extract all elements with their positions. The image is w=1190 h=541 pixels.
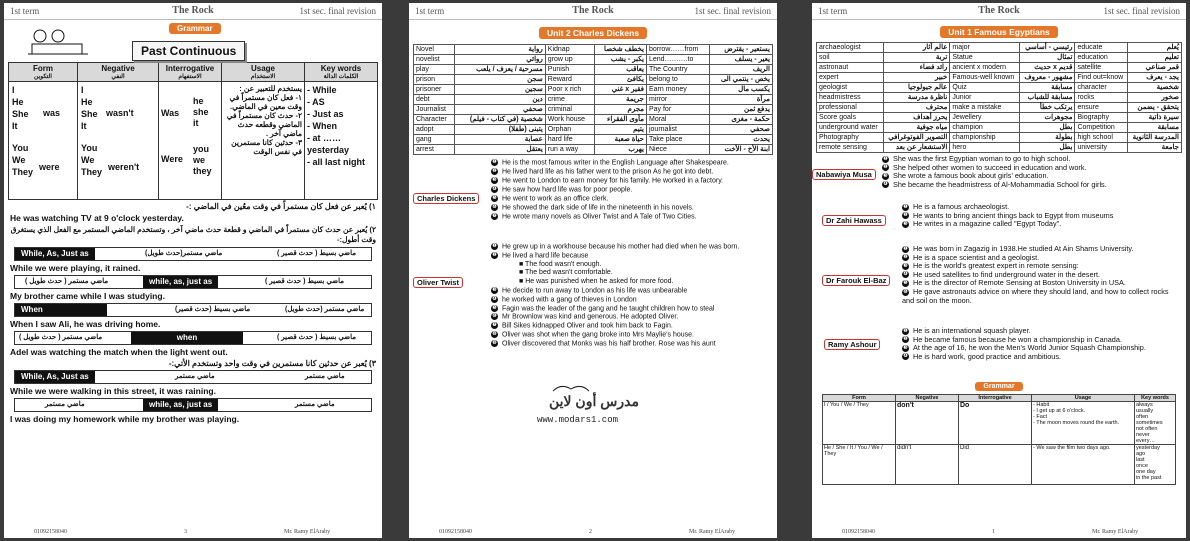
col-negative: Negative [101, 64, 135, 73]
vocab-word: astronaut [817, 63, 884, 73]
vocab-word: borrow……from [646, 45, 709, 55]
pattern-3: When ماضي بسيط (حدث قصير) ماضي مستمر (حدث طويل) [14, 303, 372, 317]
bullet-number-icon: ❸ [883, 172, 888, 179]
example-4: When I saw Ali, he was driving home. [10, 319, 161, 329]
vocab-translation: يعاقب [594, 65, 646, 75]
fact-item [491, 195, 773, 204]
vocab-translation: يتيم [594, 125, 646, 135]
vocab-word: geologist [817, 83, 884, 93]
vocab-word: grow up [545, 55, 594, 65]
page-header: 1st term The Rock 1st sec. final revision [812, 3, 1186, 20]
fact-text: He is hard work, good practice and ambitious. [913, 351, 1062, 361]
example-1: He was watching TV at 9 o'clock yesterday. [10, 213, 184, 223]
vocab-word: hard life [545, 135, 594, 145]
vocab-translation: يحدث [710, 135, 773, 145]
vocab-translation: مجرم [594, 105, 646, 115]
vocab-word: Reward [545, 75, 594, 85]
vocab-translation: مأوى الفقراء [594, 115, 646, 125]
vocab-word: education [1075, 53, 1128, 63]
bullet-number-icon: ❷ [903, 212, 908, 219]
vocab-translation: رئيسي - أساسي [1020, 43, 1075, 53]
vocab-translation: دين [455, 95, 545, 105]
unit-badge: Unit 1 Famous Egyptians [940, 26, 1058, 38]
bullet-number-icon: ❷ [903, 336, 908, 343]
fact-item [491, 159, 773, 168]
bullet-number-icon: ❶ [492, 159, 497, 165]
bullet-number-icon: ❸ [903, 220, 908, 227]
fact-text: He used satellites to find underground water in the desert. [913, 269, 1100, 279]
col-keywords: Key words [320, 64, 362, 73]
vocab-translation: تعليم [1128, 53, 1182, 63]
vocab-word: The Country [646, 65, 709, 75]
vocab-word: champion [950, 123, 1020, 133]
vocab-word: Poor x rich [545, 85, 594, 95]
bullet-number-icon: ❹ [883, 181, 888, 188]
vocab-word: adopt [414, 125, 455, 135]
vocab-row [817, 93, 1182, 103]
vocab-word: Score goals [817, 113, 884, 123]
vocab-word: make a mistake [950, 103, 1020, 113]
elbaz-facts [902, 245, 1182, 305]
fact-text: At the age of 16, he won the Men's World Junior Squash Championship. [913, 343, 1146, 353]
fact-text: He became famous because he won a championship in Canada. [913, 334, 1122, 344]
bullet-number-icon: ❹ [903, 353, 908, 360]
farouk-el-baz-label: Dr Farouk El-Baz [822, 275, 890, 286]
vocab-word: criminal [545, 105, 594, 115]
vocab-translation: يتبنى (طفلا) [455, 125, 545, 135]
vocab-translation: يعتقل [455, 145, 545, 155]
header-term: 1st term [10, 6, 40, 16]
fact-text: She was the first Egyptian woman to go to high school. [893, 154, 1071, 163]
fact-text: He went to work as an office clerk. [502, 195, 609, 203]
vocab-row [817, 43, 1182, 53]
vocab-word: Photography [817, 133, 884, 143]
vocab-translation: بطولة [1020, 133, 1075, 143]
fact-text: He is an international squash player. [913, 326, 1031, 335]
vocab-translation: تمثال [1020, 53, 1075, 63]
vocab-word: educate [1075, 43, 1128, 53]
page-footer: 01092158040 3 Mr. Ramy ElAraby [34, 529, 331, 535]
vocab-row [414, 65, 773, 75]
vocab-row [414, 135, 773, 145]
vocab-row [817, 133, 1182, 143]
zahi-hawass-label: Dr Zahi Hawass [822, 215, 886, 226]
unit-badge: Unit 2 Charles Dickens [539, 27, 647, 39]
bullet-number-icon: ❸ [492, 176, 497, 183]
fact-text: She wrote a famous book about girls' education. [893, 171, 1049, 181]
vocab-word: ancient x modern [950, 63, 1020, 73]
fact-text: He writes in a magazine called "Egypt Today". [913, 219, 1062, 229]
vocab-translation: يستعير - يقترض [710, 45, 773, 55]
bullet-number-icon: ❶ [903, 203, 908, 210]
vocab-word: Find out=know [1075, 73, 1128, 83]
interrogative-cell: Was he she it Were you we they [159, 82, 222, 200]
fact-text: He gave astronauts advice on where they should land, and how to collect rocks and soil on the moon. [902, 286, 1169, 305]
vocab-word: Lend……….to [646, 55, 709, 65]
pattern-1: While, As, Just as ماضي مستمر(حدث طويل) ماضي بسيط ( حدث قصير ) [14, 247, 372, 261]
people-section [812, 155, 1186, 375]
vocab-word: high school [1075, 133, 1128, 143]
vocab-translation: قديم x حديث [1020, 63, 1075, 73]
vocab-word: Punish [545, 65, 594, 75]
vocab-word: Journalist [414, 105, 455, 115]
grammar-badge: Grammar [975, 382, 1022, 391]
vocab-translation: يعير - يسلف [710, 55, 773, 65]
vocab-translation: شخصية (في كتاب - فيلم) [455, 115, 545, 125]
vocab-word: Moral [646, 115, 709, 125]
example-7: I was doing my homework while my brother was playing. [10, 414, 240, 424]
form-cell: I He She It You We They was were [9, 82, 78, 200]
fact-item [902, 288, 1182, 305]
vocab-translation: صخور [1128, 93, 1182, 103]
header-title: The Rock [172, 5, 214, 16]
vocab-word: rocks [1075, 93, 1128, 103]
fact-item [491, 204, 773, 213]
vocab-word: Niece [646, 145, 709, 155]
vocab-translation: يتحقق - يضمن [1128, 103, 1182, 113]
bullet-number-icon: ❺ [492, 194, 497, 201]
vocab-row [817, 113, 1182, 123]
bullet-number-icon: ❶ [903, 245, 908, 252]
fact-text: He is the world's greatest expert in remote sensing: [913, 261, 1079, 271]
fact-text: He was born in Zagazig in 1938.He studied At Ain Shams University. [913, 244, 1134, 253]
fact-text: He is the director of Remote Sensing at Boston University in USA. [913, 278, 1126, 288]
pattern-5: While, As, Just as ماضي مستمر ماضي مستمر [14, 370, 372, 384]
vocab-translation: محترف [883, 103, 950, 113]
bullet-number-icon: ❼ [492, 212, 497, 219]
example-5: Adel was watching the match when the light went out. [10, 347, 228, 357]
vocab-word: remote sensing [817, 143, 884, 153]
vocab-word: belong to [646, 75, 709, 85]
vocab-word: Earn money [646, 85, 709, 95]
vocab-row [414, 45, 773, 55]
vocab-translation: عصابة [455, 135, 545, 145]
fact-item [882, 181, 1182, 190]
vocab-translation: حياة صعبة [594, 135, 646, 145]
vocab-translation: تربة [883, 53, 950, 63]
col-interrogative: Interrogative [165, 64, 215, 73]
col-usage: Usage [250, 64, 275, 73]
vocab-word: Novel [414, 45, 455, 55]
vocab-word: prisoner [414, 85, 455, 95]
vocab-translation: مرآة [710, 95, 773, 105]
vocab-word: Character [414, 115, 455, 125]
bullet-number-icon: ❷ [903, 254, 908, 261]
vocab-word: championship [950, 133, 1020, 143]
vocab-translation: رائد فضاء [883, 63, 950, 73]
bullet-number-icon: ❹ [903, 271, 908, 278]
vocab-word: underground water [817, 123, 884, 133]
vocab-word: soil [817, 53, 884, 63]
vocab-translation: مشهور - معروف [1020, 73, 1075, 83]
vocab-row [817, 53, 1182, 63]
vocab-word: university [1075, 143, 1128, 153]
fact-item [491, 177, 773, 186]
vocab-row [817, 63, 1182, 73]
grammar-badge: Grammar [169, 23, 221, 34]
vocab-row [817, 83, 1182, 93]
col-form: Form [33, 64, 53, 73]
fact-item [491, 168, 773, 177]
vocab-word: Quiz [950, 83, 1020, 93]
vocab-translation: صحفي [455, 105, 545, 115]
example-3: My brother came while I was studying. [10, 291, 165, 301]
vocab-row [817, 143, 1182, 153]
vocab-translation: عالم جيولوجيا [883, 83, 950, 93]
vocab-word: novelist [414, 55, 455, 65]
vocab-word: hero [950, 143, 1020, 153]
bullet-number-icon: ❷ [492, 167, 497, 174]
vocab-row [414, 85, 773, 95]
vocab-word: professional [817, 103, 884, 113]
vocab-word: Statue [950, 53, 1020, 63]
vocab-word: expert [817, 73, 884, 83]
cartoon-students-illustration [28, 28, 88, 58]
vocab-word: Biography [1075, 113, 1128, 123]
vocab-word: Take place [646, 135, 709, 145]
rule-1: ١) يُعبر عن فعل كان مستمراً في وقت معُين في الماضي :- [186, 202, 376, 211]
fact-text: He is a famous archaeologist. [913, 202, 1010, 211]
vocab-row [414, 75, 773, 85]
bullet-number-icon: ❷ [883, 164, 888, 171]
vocab-translation: فقير x غني [594, 85, 646, 95]
page-header: 1st term The Rock 1st sec. final revision [409, 3, 777, 20]
page-footer: 01092158040 1 Mr. Ramy ElAraby [842, 529, 1139, 535]
site-url: www.modars1.com [537, 415, 619, 425]
negative-cell: I He She It You We They wasn't weren't [78, 82, 159, 200]
vocab-word: satellite [1075, 63, 1128, 73]
vocab-row [414, 125, 773, 135]
vocab-word: debt [414, 95, 455, 105]
vocab-row [817, 73, 1182, 83]
vocab-translation: يرتكب خطأ [1020, 103, 1075, 113]
pattern-2: ماضي مستمر ( حدث طويل ) while, as, just as ماضي بسيط ( حدث قصير ) [14, 275, 372, 289]
vocab-translation: بطل [1020, 123, 1075, 133]
example-2: While we were playing, it rained. [10, 263, 141, 273]
story-section [409, 159, 777, 489]
vocab-translation: ناظرة مدرسة [883, 93, 950, 103]
fact-text: He showed the dark side of life in the nineteenth in his novels. [502, 204, 694, 212]
vocab-translation: شخصية [1128, 83, 1182, 93]
vocab-translation: يدفع ثمن [710, 105, 773, 115]
vocab-translation: جريمة [594, 95, 646, 105]
vocab-row [817, 103, 1182, 113]
vocab-translation: الريف [710, 65, 773, 75]
ramy-ashour-label: Ramy Ashour [824, 339, 880, 350]
vocab-translation: المدرسة الثانوية [1128, 133, 1182, 143]
vocab-translation: الاستشعار عن بعد [883, 143, 950, 153]
nabawiya-facts [882, 155, 1182, 189]
vocab-translation: التصوير الفوتوغرافي [883, 133, 950, 143]
vocab-translation: مسرحية / يعزف / يلعب [455, 65, 545, 75]
vocab-row [414, 145, 773, 155]
vocab-translation: يكبر - يشب [594, 55, 646, 65]
header-revision: 1st sec. final revision [299, 6, 376, 16]
vocab-word: prison [414, 75, 455, 85]
vocab-translation: يحرز أهداف [883, 113, 950, 123]
bullet-number-icon: ❶ [883, 155, 888, 162]
hawass-facts [902, 203, 1182, 229]
vocab-translation: جامعة [1128, 143, 1182, 153]
page-footer: 01092158040 2 Mr. Ramy ElAraby [439, 529, 736, 535]
vocab-translation: صحفي [710, 125, 773, 135]
fact-text: She helped other women to succeed in education and work. [893, 162, 1087, 172]
vocab-word: play [414, 65, 455, 75]
page-famous-egyptians [812, 3, 1186, 538]
vocab-word: ensure [1075, 103, 1128, 113]
fact-item [491, 186, 773, 195]
vocab-row [414, 55, 773, 65]
fact-text: He went to London to earn money for his family. He worked in a factory. [502, 177, 724, 185]
site-watermark: مدرس أون لاين [549, 393, 639, 409]
vocab-word: Jewellery [950, 113, 1020, 123]
vocab-translation: يُعلم [1128, 43, 1182, 53]
vocab-translation: يخص - ينتمي الى [710, 75, 773, 85]
example-6: While we were walking in this street, it was raining. [10, 386, 216, 396]
vocab-translation: خبير [883, 73, 950, 83]
vocab-word: Work house [545, 115, 594, 125]
vocab-word: major [950, 43, 1020, 53]
keywords-cell: - While - AS - Just as - When - at …… yesterday - all last night [305, 82, 378, 200]
fact-text: He lived hard life as his father went to the prison As he got into debt. [502, 168, 714, 176]
bullet-number-icon: ❸ [903, 262, 908, 269]
vocab-word: Kidnap [545, 45, 594, 55]
vocab-word: arrest [414, 145, 455, 155]
vocab-table [816, 42, 1182, 153]
vocab-word: crime [545, 95, 594, 105]
rule-2: ٢) يُعبر عن حدث كان مستمراً في الماضي و قطعة حدث ماضي آخر ، وتستخدم الماضي المستمر مع الفعل الذي يستغرق وقت أطول:- [10, 225, 376, 244]
page-charles-dickens [409, 3, 777, 538]
vocab-translation: قمر صناعي [1128, 63, 1182, 73]
bullet-number-icon: ❺ [903, 279, 908, 286]
vocab-row [414, 105, 773, 115]
fact-text: She became the headmistress of Al-Mohammadia School for girls. [893, 179, 1107, 189]
bullet-number-icon: ❹ [492, 185, 497, 192]
fact-text: He wrote many novels as Oliver Twist and A Tale of Two Cities. [502, 212, 697, 220]
charles-dickens-label: Charles Dickens [413, 193, 479, 204]
vocab-translation: مسابقة [1128, 123, 1182, 133]
vocab-table [413, 44, 773, 155]
fact-item [902, 353, 1182, 362]
fact-text: He wants to bring ancient things back to Egypt from museums [913, 210, 1114, 220]
nabawiya-musa-label: Nabawiya Musa [812, 169, 876, 180]
vocab-translation: يخطف شخصا [594, 45, 646, 55]
oliver-twist-label: Oliver Twist [413, 277, 463, 288]
fact-item [491, 213, 773, 222]
vocab-word: Junior [950, 93, 1020, 103]
bullet-number-icon: ❶ [903, 327, 908, 334]
vocab-row [414, 95, 773, 105]
vocab-translation: يهرب [594, 145, 646, 155]
vocab-translation: رواية [455, 45, 545, 55]
vocab-translation: يكافئ [594, 75, 646, 85]
vocab-translation: سيرة ذاتية [1128, 113, 1182, 123]
vocab-translation: سجن [455, 75, 545, 85]
vocab-translation: يكسب مال [710, 85, 773, 95]
vocab-translation: سجين [455, 85, 545, 95]
vocab-word: Famous-well known [950, 73, 1020, 83]
vocab-word: gang [414, 135, 455, 145]
vocab-translation: روائي [455, 55, 545, 65]
vocab-translation: مسابقة للشباب [1020, 93, 1075, 103]
bullet-number-icon: ❻ [903, 288, 908, 295]
vocab-translation: ابنة الأخ - الأخت [710, 145, 773, 155]
vocab-word: Pay for [646, 105, 709, 115]
vocab-word: run a way [545, 145, 594, 155]
mini-grammar-table: Form Negative Interrogative Usage Key words I / You / We / They don't Do - Habit - I get up at 6 o'clock. - Fact - The moon moves round the earth. always usually often sometimes not often never every… He / She / It / You / We / They didn't Did - We saw the film two days ago. yesterday ago last once one day in the past [822, 394, 1176, 485]
oliver-facts: ❶ He grew up in a workhouse because his mother had died when he was born. ❷ He lived a hard life because ■ The food wasn't enough. ■ The bed wasn't comfortable. ■ He was punished when he asked for more food. ❸ He decide to run away to London as his life was unbearable ❹ he worked with a gang of thieves in London ❺ Fagin was the leader of the gang and he taught children how to steal ❻ Mr Brownlow was kind and generous. He adopted Oliver. ❼ Bill Sikes kidnapped Oliver and took him back to Fagin. ❽ Oliver was shot when the gang broke into Mrs Maylie's house. ❾ Oliver discovered that Monks was his half brother. Rose was his aunt [492, 243, 740, 348]
vocab-translation: مياه جوفية [883, 123, 950, 133]
book-icon [551, 379, 591, 398]
vocab-translation: يجد - يعرف [1128, 73, 1182, 83]
vocab-translation: حكمة - مغزى [710, 115, 773, 125]
vocab-word: Competition [1075, 123, 1128, 133]
vocab-word: journalist [646, 125, 709, 135]
pattern-6: ماضي مستمر while, as, just as ماضي مستمر [14, 398, 372, 412]
vocab-translation: بطل [1020, 143, 1075, 153]
vocab-translation: مسابقة [1020, 83, 1075, 93]
fact-text: He is a space scientist and a geologist. [913, 252, 1040, 262]
fact-text: He is the most famous writer in the English Language after Shakespeare. [502, 159, 729, 167]
vocab-translation: عالم آثار [883, 43, 950, 53]
vocab-word: Orphan [545, 125, 594, 135]
lesson-title: Past Continuous [132, 41, 245, 61]
fact-item [902, 220, 1182, 229]
bullet-number-icon: ❸ [903, 344, 908, 351]
vocab-word: archaeologist [817, 43, 884, 53]
bullet-number-icon: ❻ [492, 203, 497, 210]
grammar-table: Form التكوين Negative النفي Interrogative الاستفهام Usage الاستخدام Key words الكلمات الدالة I He She It You We They was were I He She It You We They wasn't weren't Was he she it Were you we they يستخدم للتعبير عن : ١- فعل كان مستمراً في وقت معين في الماضي. ٢- حدث كان مستمراً في الماضي وقطعه حدث ماضي آخر . ٣- حدثين كانا مستمرين في نفس الوقت - While - AS - Just as - When - at …… yesterday - all last night [8, 62, 378, 200]
vocab-word: headmistress [817, 93, 884, 103]
pattern-4: ماضي مستمر ( حدث طويل ) when ماضي بسيط ( حدث قصير ) [14, 331, 372, 345]
vocab-row [817, 123, 1182, 133]
vocab-row [414, 115, 773, 125]
page-header [4, 3, 382, 20]
vocab-translation: مجوهرات [1020, 113, 1075, 123]
vocab-word: mirror [646, 95, 709, 105]
dickens-facts [491, 159, 773, 222]
page-past-continuous [4, 3, 382, 538]
rule-3: ٣) يُعبر عن حدثين كانا مستمرين في وقت واحد وتستخدم الأتي:- [168, 359, 376, 368]
ashour-facts [902, 327, 1182, 361]
fact-text: He saw how hard life was for poor people. [502, 186, 633, 194]
vocab-word: character [1075, 83, 1128, 93]
usage-cell: يستخدم للتعبير عن : ١- فعل كان مستمراً في وقت معين في الماضي. ٢- حدث كان مستمراً في الماضي وقطعه حدث ماضي آخر . ٣- حدثين كانا مستمرين في نفس الوقت [222, 82, 305, 200]
